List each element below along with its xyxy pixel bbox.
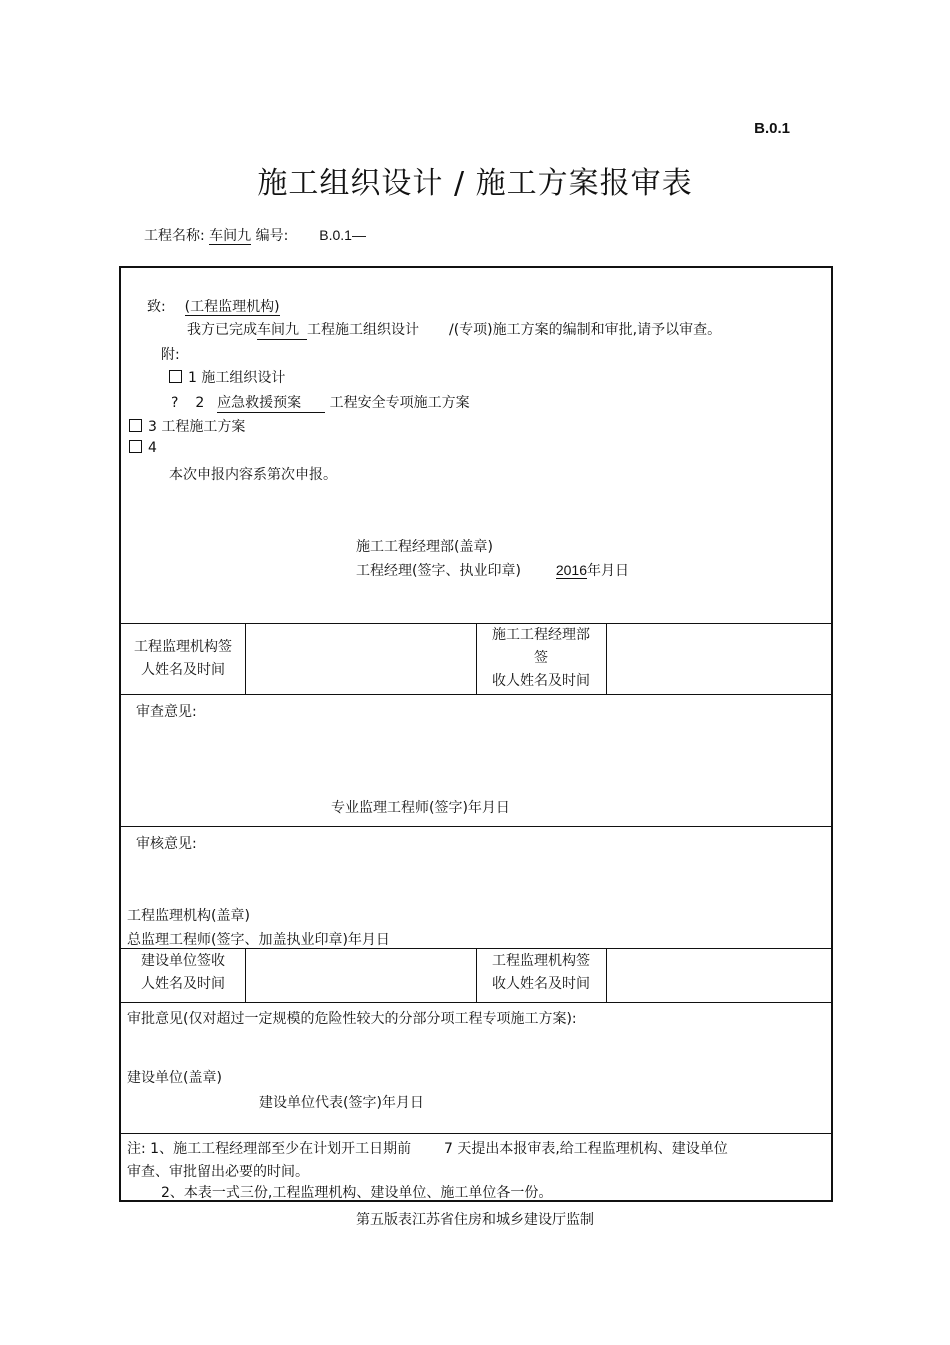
statement-part-b: 工程施工组织设计 <box>307 322 419 338</box>
manager-sign-line <box>356 560 629 580</box>
project-name-value: 车间九 <box>209 228 252 244</box>
to-value: (工程监理机构) <box>184 299 280 315</box>
owner-sign-label <box>121 950 245 996</box>
review-label: 审查意见: <box>136 704 197 720</box>
note-line-1 <box>127 1138 728 1158</box>
note-line-3: 2、本表一式三份,工程监理机构、建设单位、施工单位各一份。 <box>161 1185 553 1201</box>
contractor-receipt-field[interactable] <box>606 624 831 694</box>
approval-stamp: 建设单位(盖章) <box>127 1070 222 1086</box>
owner-sign-field[interactable] <box>245 949 476 1002</box>
contractor-receipt-label-line3: 收人姓名及时间 <box>492 673 590 689</box>
unknown-mark: ? <box>171 395 179 411</box>
owner-sign-label-line2: 人姓名及时间 <box>141 976 225 992</box>
to-label: 致: <box>147 299 166 315</box>
number-value: B.0.1— <box>319 227 366 243</box>
audit-sign: 总监理工程师(签字、加盖执业印章)年月日 <box>127 932 390 948</box>
supervisor-receipt-label-line2: 收人姓名及时间 <box>492 976 590 992</box>
note-line-2: 审查、审批留出必要的时间。 <box>127 1164 309 1180</box>
attachment-item-2-fill: 应急救援预案 <box>217 392 325 413</box>
note-line-1-part-a: 注: 1、施工工程经理部至少在计划开工日期前 <box>127 1141 412 1157</box>
supervisor-sign-label-line2: 人姓名及时间 <box>141 662 225 678</box>
checkbox-icon[interactable] <box>129 440 142 453</box>
statement-part-a: 我方已完成 <box>187 322 257 338</box>
review-sign: 专业监理工程师(签字)年月日 <box>331 800 510 816</box>
statement-project: 车间九 <box>257 319 307 340</box>
footer-issuer: 第五版表江苏省住房和城乡建设厅监制 <box>356 1212 594 1228</box>
checkbox-icon[interactable] <box>169 370 182 383</box>
project-meta <box>144 225 366 245</box>
contractor-receipt-label-line1: 施工工程经理部 <box>492 627 590 643</box>
divider <box>121 694 831 695</box>
form-code: B.0.1 <box>754 120 790 137</box>
date-suffix: 年月日 <box>587 563 629 579</box>
owner-sign-label-line1: 建设单位签收 <box>141 953 225 969</box>
attachment-item-4 <box>129 440 157 456</box>
divider <box>121 826 831 827</box>
approval-label: 审批意见(仅对超过一定规模的危险性较大的分部分项工程专项施工方案): <box>127 1011 577 1027</box>
attachment-item-1-label: 1 施工组织设计 <box>188 370 286 386</box>
attachment-item-2 <box>171 392 470 413</box>
note-line-1-part-b: 7 天提出本报审表,给工程监理机构、建设单位 <box>443 1141 728 1157</box>
to-line <box>147 296 280 316</box>
supervisor-receipt-label-line1: 工程监理机构签 <box>492 953 590 969</box>
project-name-label: 工程名称: <box>144 228 205 244</box>
submission-count: 本次申报内容系第次申报。 <box>169 467 337 483</box>
audit-stamp: 工程监理机构(盖章) <box>127 908 250 924</box>
attachment-item-3-label: 3 工程施工方案 <box>148 419 246 435</box>
contractor-receipt-label <box>476 624 606 693</box>
attachment-item-1 <box>169 367 285 387</box>
supervisor-sign-label <box>121 636 245 682</box>
supervisor-sign-field[interactable] <box>245 624 476 694</box>
audit-label: 审核意见: <box>136 836 197 852</box>
attachment-item-2-label: 工程安全专项施工方案 <box>329 395 470 411</box>
attachment-item-3 <box>129 416 245 436</box>
attachment-label: 附: <box>161 347 180 363</box>
supervisor-receipt-label <box>476 950 606 996</box>
approval-form <box>119 266 833 1202</box>
contractor-receipt-label-line2: 签 <box>534 650 548 666</box>
dept-stamp: 施工工程经理部(盖章) <box>356 539 493 555</box>
supervisor-sign-label-line1: 工程监理机构签 <box>134 639 232 655</box>
page-title: 施工组织设计 / 施工方案报审表 <box>257 166 693 201</box>
attachment-item-2-number: 2 <box>195 395 205 411</box>
approval-sign: 建设单位代表(签字)年月日 <box>259 1095 424 1111</box>
divider <box>121 1002 831 1003</box>
statement-part-c: /(专项)施工方案的编制和审批,请予以审查。 <box>449 322 722 338</box>
submission-statement <box>187 319 721 340</box>
divider <box>121 1133 831 1134</box>
checkbox-icon[interactable] <box>129 419 142 432</box>
attachment-item-4-label: 4 <box>148 440 157 456</box>
year-value: 2016 <box>555 562 587 578</box>
number-label: 编号: <box>255 228 289 244</box>
manager-sign: 工程经理(签字、执业印章) <box>356 563 521 579</box>
supervisor-receipt-field[interactable] <box>606 949 831 1002</box>
